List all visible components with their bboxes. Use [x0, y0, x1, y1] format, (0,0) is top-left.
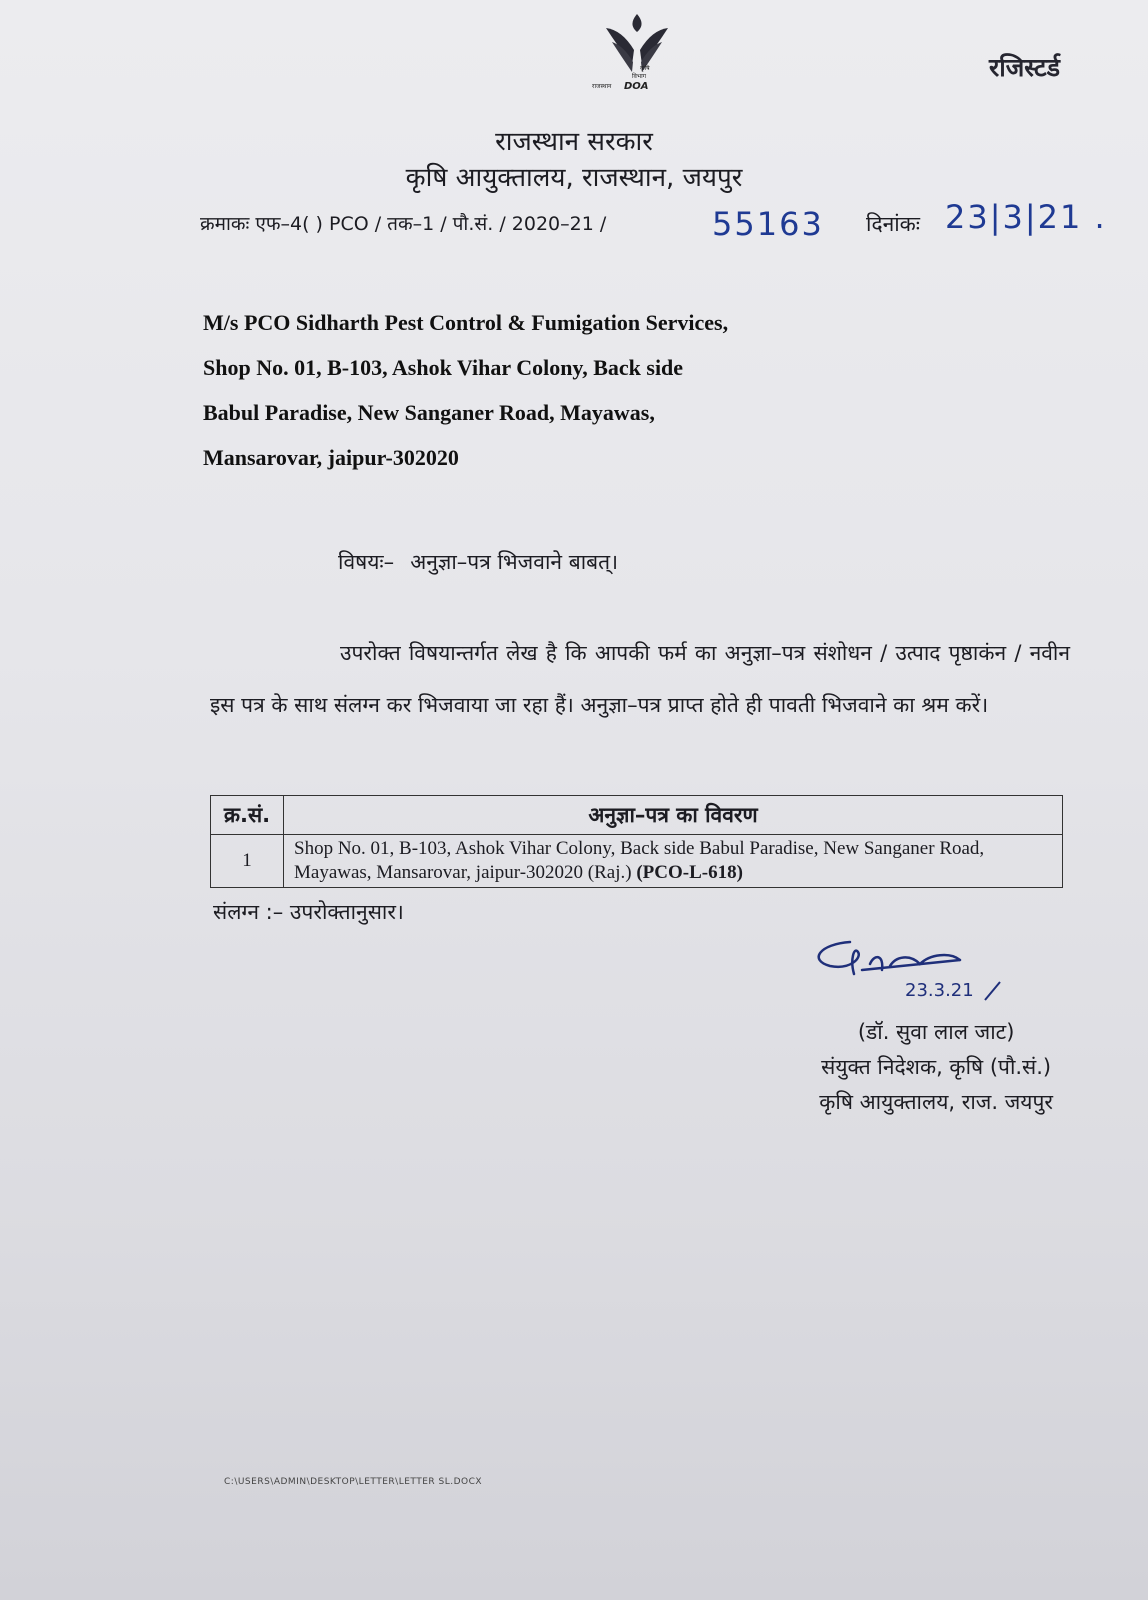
signatory-office: कृषि आयुक्तालय, राज. जयपुर: [819, 1090, 1053, 1114]
signatory-name: (डॉ. सुवा लाल जाट): [857, 1020, 1015, 1044]
svg-text:कृषि: कृषि: [640, 65, 650, 72]
table-header-serial: क्र.सं.: [211, 796, 284, 835]
registered-mark: रजिस्टर्ड: [989, 53, 1060, 82]
subject-label: विषयः–: [338, 550, 395, 574]
permit-address: Shop No. 01, B-103, Ashok Vihar Colony, Back side Babul Paradise, New Sanganer Road, Mayawas, Mansarovar, jaipur-302020 (Raj.): [294, 838, 985, 883]
permit-details-table: [210, 795, 1063, 888]
addressee-line: Shop No. 01, B-103, Ashok Vihar Colony, Back side: [203, 355, 684, 380]
government-heading: राजस्थान सरकार: [495, 127, 653, 157]
body-paragraph: [210, 627, 1070, 731]
subject-line: [338, 548, 618, 576]
license-number: (PCO-L-618): [636, 862, 743, 883]
date-handwritten: 23|3|21 .: [945, 198, 1107, 236]
svg-text:विभाग: विभाग: [632, 73, 647, 80]
office-heading: कृषि आयुक्तालय, राजस्थान, जयपुर: [405, 163, 743, 193]
table-cell-details: [284, 835, 1063, 888]
subject-text: अनुज्ञा–पत्र भिजवाने बाबत्।: [410, 550, 619, 574]
reference-number-printed: क्रमाकः एफ–4( ) PCO / तक–1 / पौ.सं. / 2020–21 /: [200, 213, 607, 235]
reference-number-handwritten: 55163: [712, 205, 824, 243]
body-paragraph-text: उपरोक्त विषयान्तर्गत लेख है कि आपकी फर्म का अनुज्ञा–पत्र संशोधन / उत्पाद पृष्ठाकंन / नवीन इस पत्र के साथ संलग्न कर भिजवाया जा रहा हैं। अनुज्ञा–पत्र प्राप्त होते ही पावती भिजवाने का श्रम करें।: [210, 641, 1070, 717]
file-path-footer: C:\USERS\ADMIN\DESKTOP\LETTER\LETTER SL.DOCX: [224, 1477, 483, 1487]
signatory-designation: संयुक्त निदेशक, कृषि (पौ.सं.): [821, 1055, 1052, 1079]
table-cell-serial: 1: [211, 835, 284, 888]
date-label: दिनांकः: [866, 212, 921, 236]
handwritten-signature: [810, 930, 1030, 1020]
addressee-line: Babul Paradise, New Sanganer Road, Mayawas,: [203, 400, 655, 425]
svg-text:राजस्थान: राजस्थान: [592, 83, 612, 90]
addressee-line: M/s PCO Sidharth Pest Control & Fumigation Services,: [203, 310, 729, 335]
svg-text:DOA: DOA: [624, 81, 649, 92]
signatory-block: [819, 1015, 1053, 1120]
enclosure-note: संलग्न :– उपरोक्तानुसार।: [213, 900, 404, 924]
signature-date: 23.3.21: [905, 980, 974, 1001]
table-row: [211, 835, 1063, 888]
department-logo-icon: [592, 10, 682, 95]
addressee-line: Mansarovar, jaipur-302020: [203, 445, 459, 470]
table-header-details: अनुज्ञा–पत्र का विवरण: [284, 796, 1063, 835]
